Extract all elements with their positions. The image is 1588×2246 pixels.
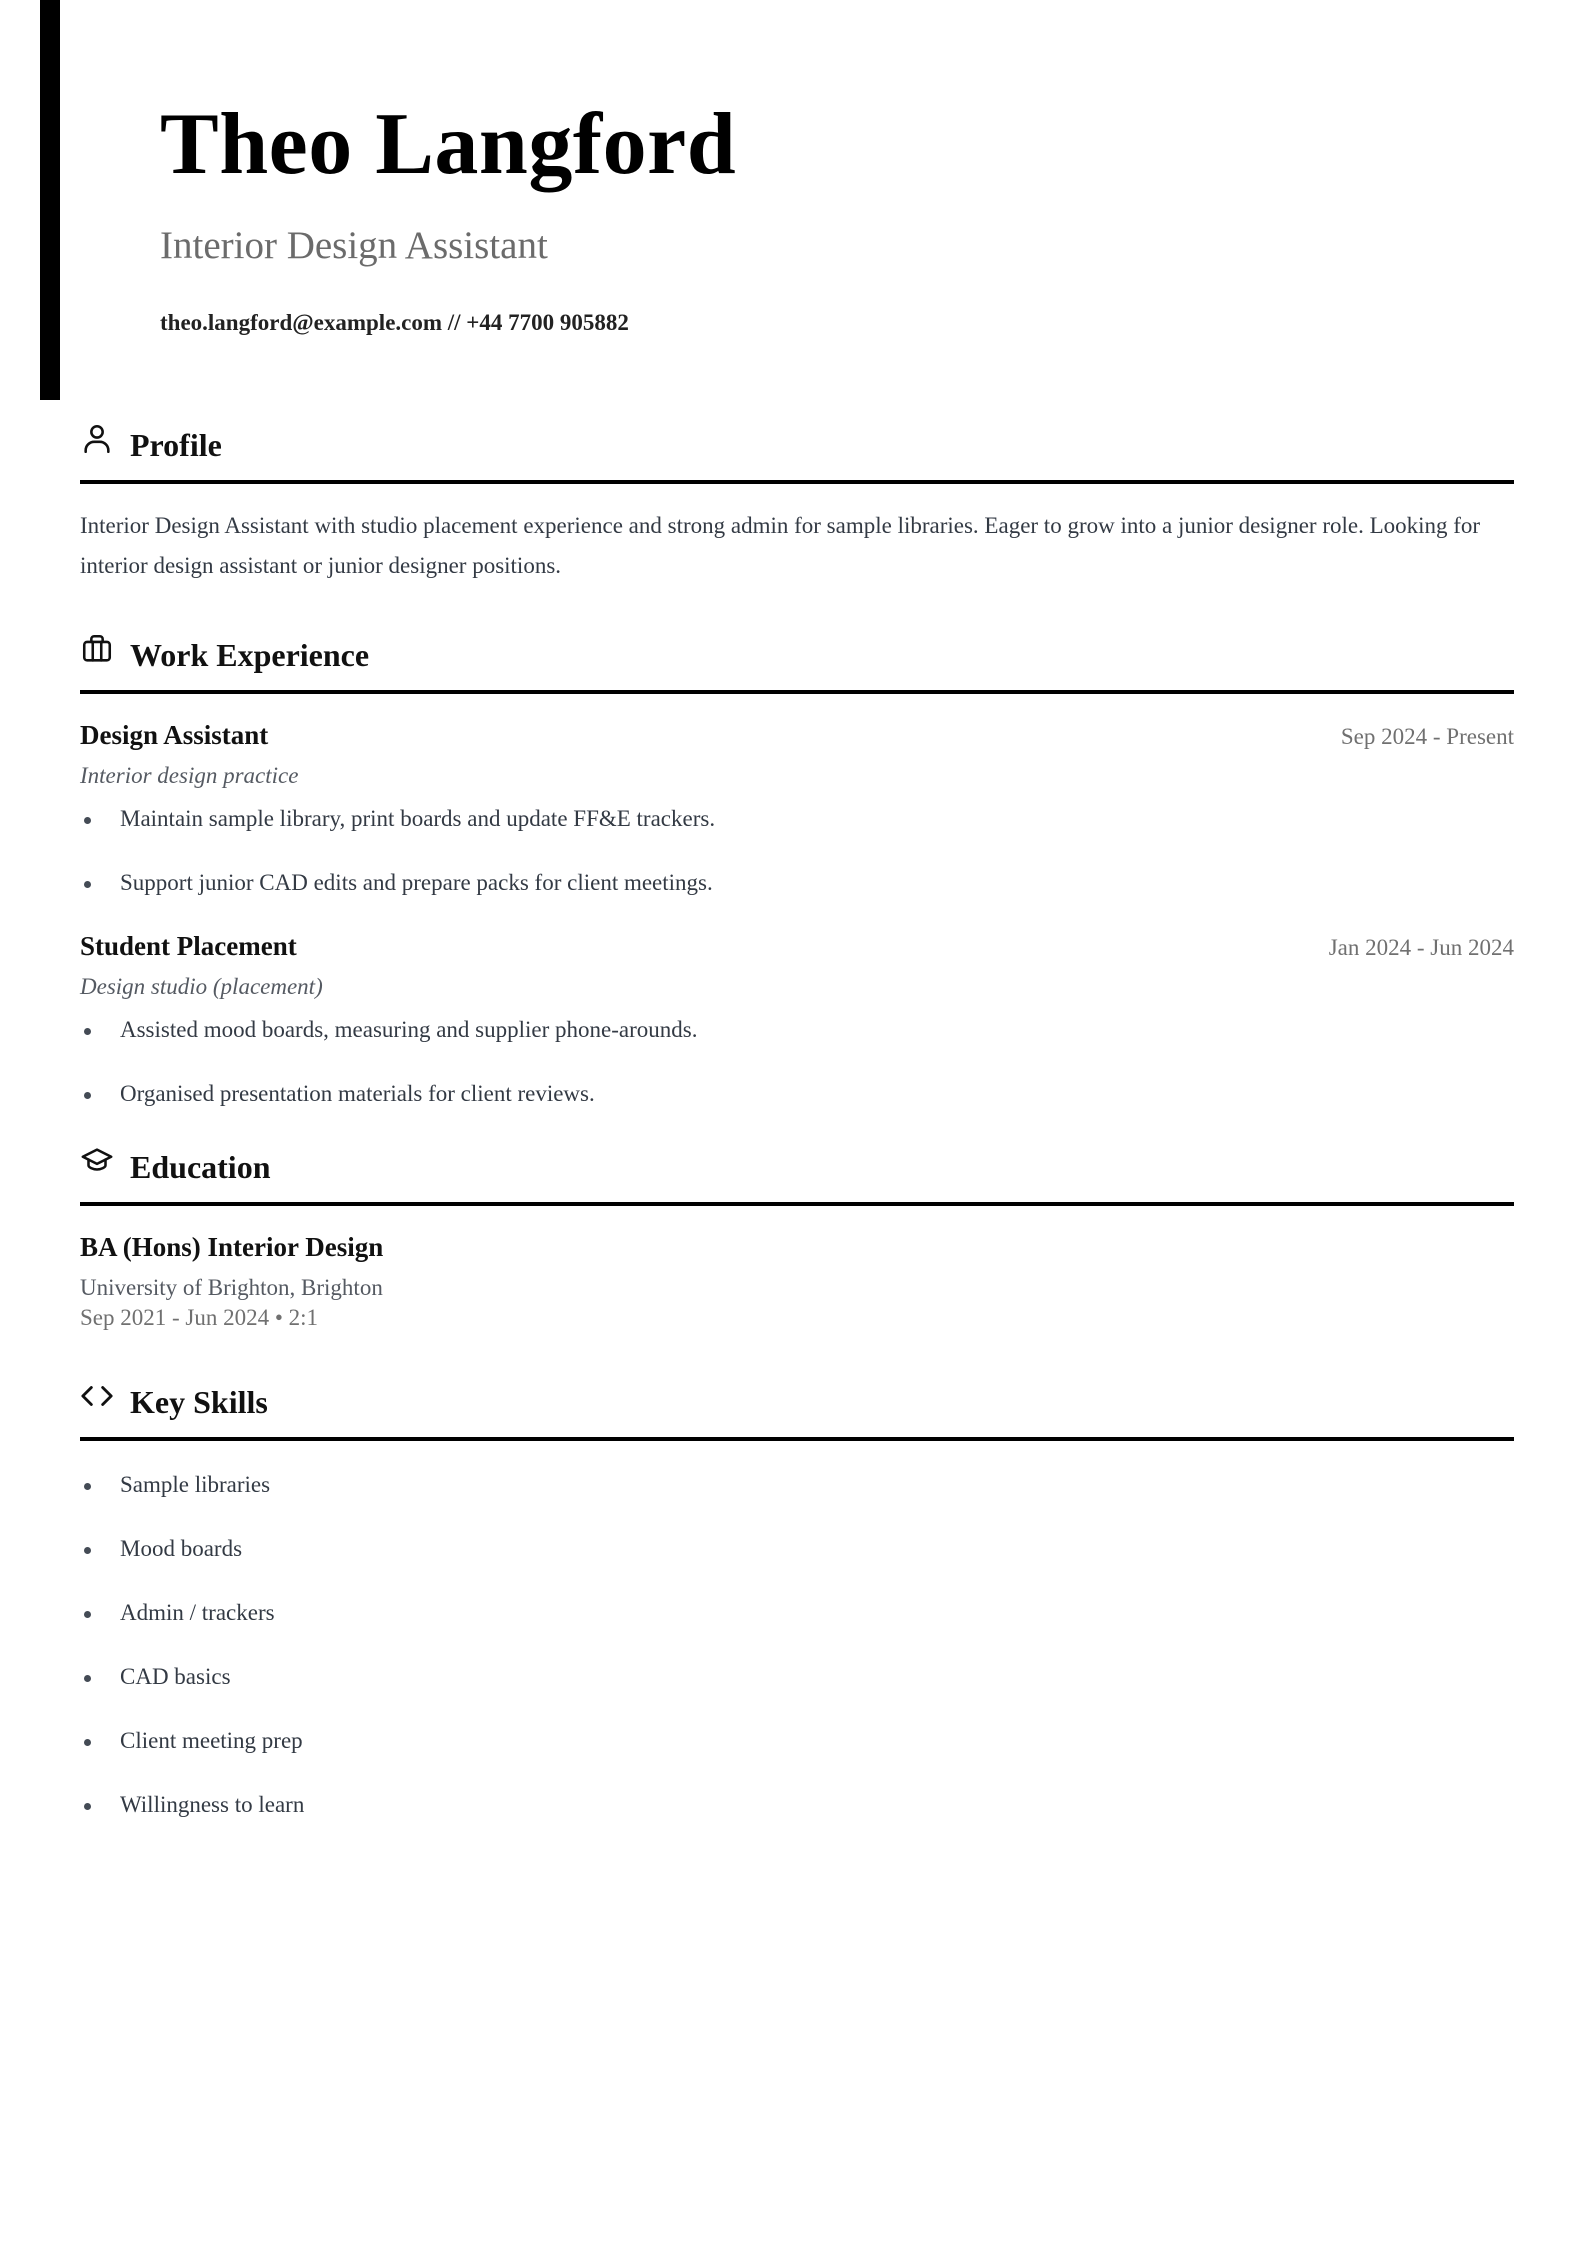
job-bullet: Maintain sample library, print boards and update FF&E trackers. (80, 803, 1514, 835)
code-icon (80, 1379, 114, 1413)
job-title: Student Placement (80, 931, 297, 961)
graduation-cap-icon (80, 1144, 114, 1178)
skills-list (80, 1469, 1514, 1821)
skill-item: Mood boards (80, 1533, 1514, 1565)
candidate-name: Theo Langford (160, 96, 737, 193)
skill-item: Willingness to learn (80, 1789, 1514, 1821)
profile-summary: Interior Design Assistant with studio placement experience and strong admin for sample libraries. Eager to grow into a junior designer role. Looking for interior design assistant or junior designer positions. (80, 513, 1481, 578)
user-icon (80, 422, 114, 456)
job-title: Design Assistant (80, 720, 269, 750)
briefcase-icon (80, 632, 114, 666)
job-bullet: Support junior CAD edits and prepare packs for client meetings. (80, 867, 1514, 899)
job-organization: Interior design practice (80, 763, 299, 788)
profile-header (80, 420, 1514, 484)
education-dates: Sep 2021 - Jun 2024 • 2:1 (80, 1305, 319, 1330)
skill-item: CAD basics (80, 1661, 1514, 1693)
profile-section (80, 420, 1514, 586)
work-header (80, 630, 1514, 694)
profile-title: Profile (130, 426, 222, 463)
education-header (80, 1142, 1514, 1206)
contact-line: theo.langford@example.com // +44 7700 905882 (160, 310, 629, 335)
skill-item: Sample libraries (80, 1469, 1514, 1501)
resume-header (160, 90, 1460, 338)
job-bullets (80, 803, 1514, 899)
skills-section (80, 1377, 1514, 1821)
job-entry (80, 931, 1514, 1110)
job-dates: Jan 2024 - Jun 2024 (1328, 935, 1514, 960)
accent-bar (40, 0, 60, 400)
skills-title: Key Skills (130, 1383, 268, 1420)
education-degree: BA (Hons) Interior Design (80, 1232, 384, 1262)
skill-item: Client meeting prep (80, 1725, 1514, 1757)
job-bullet: Assisted mood boards, measuring and supplier phone-arounds. (80, 1014, 1514, 1046)
education-title: Education (130, 1148, 271, 1185)
job-bullets (80, 1014, 1514, 1110)
job-organization: Design studio (placement) (80, 974, 323, 999)
education-school: University of Brighton, Brighton (80, 1275, 383, 1300)
skill-item: Admin / trackers (80, 1597, 1514, 1629)
candidate-title: Interior Design Assistant (160, 224, 548, 267)
work-section (80, 630, 1514, 1110)
education-section (80, 1142, 1514, 1333)
job-heading-row (80, 931, 1514, 962)
job-heading-row (80, 720, 1514, 751)
job-dates: Sep 2024 - Present (1340, 724, 1514, 749)
skills-header (80, 1377, 1514, 1441)
job-bullet: Organised presentation materials for client reviews. (80, 1078, 1514, 1110)
work-title: Work Experience (130, 636, 370, 673)
job-entry (80, 720, 1514, 899)
resume-content (80, 420, 1514, 1853)
